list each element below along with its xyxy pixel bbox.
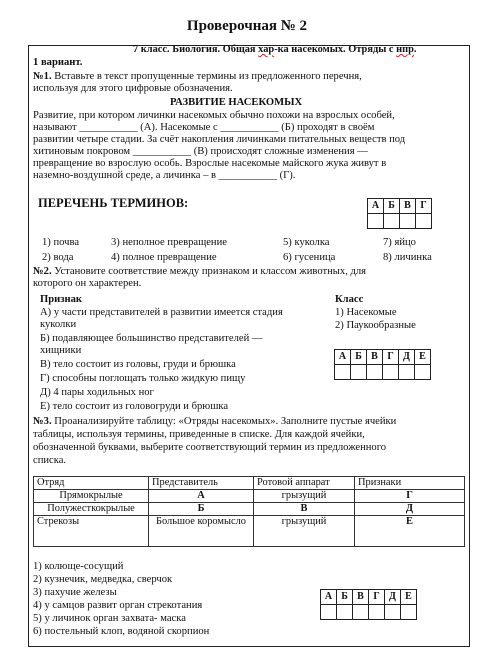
table-row (34, 490, 465, 503)
table-cell: Г (355, 490, 465, 503)
answer-cell[interactable] (383, 365, 399, 380)
answer-cell[interactable] (401, 605, 417, 620)
table-cell: В (254, 503, 355, 516)
table-cell: Прямокрылые (34, 490, 149, 503)
page-title: Проверочная № 2 (186, 18, 308, 34)
header-text-underlined: хар (258, 44, 275, 55)
task-number: №3. (33, 416, 52, 427)
task-text: Установите соответствие между признаком и классом животных, для (51, 266, 367, 277)
feature-item: А) у части представителей в развитии имеется стадия (40, 307, 283, 318)
header-text-underlined: нпр (396, 44, 414, 55)
grid-letter: А (321, 590, 337, 605)
option-item: 2) кузнечик, медведка, сверчок (33, 574, 173, 585)
answer-cell[interactable] (384, 214, 400, 229)
table-header-row (34, 477, 465, 490)
table-cell: Б (149, 503, 254, 516)
task3-text-line: обозначенной буквами, выберите соответствующий термин из предложенного (33, 442, 387, 453)
grid-letter: В (367, 350, 383, 365)
grid-letter: Б (351, 350, 367, 365)
class-item: 2) Паукообразные (335, 320, 416, 331)
answer-cell[interactable] (399, 365, 415, 380)
class-column-header: Класс (335, 294, 364, 305)
answer-cell[interactable] (369, 605, 385, 620)
grid-letter: А (368, 199, 384, 214)
option-item: 5) у личинок орган захвата- маска (33, 613, 186, 624)
grid-letter: Д (385, 590, 401, 605)
answer-cell[interactable] (400, 214, 416, 229)
term-item: 4) полное превращение (111, 252, 217, 263)
task1-instruction (33, 71, 362, 83)
task-number: №2. (33, 266, 52, 277)
feature-item: Г) способны поглощать только жидкую пищу (40, 373, 246, 384)
feature-item: Д) 4 пары ходильных ног (40, 387, 154, 398)
answer-cell[interactable] (385, 605, 401, 620)
table-cell: Большое коромысло (149, 516, 254, 547)
option-item: 1) колюще-сосущий (33, 561, 124, 572)
task1-text-line: Развитие, при котором личинки насекомых обычно похожи на взрослых особей, (33, 110, 395, 121)
answer-cell[interactable] (335, 365, 351, 380)
class-item: 1) Насекомые (335, 307, 397, 318)
table-header-cell: Отряд (34, 477, 149, 490)
table-cell: Д (355, 503, 465, 516)
feature-item: В) тело состоит из головы, груди и брюшка (40, 359, 236, 370)
term-item: 5) куколка (283, 237, 330, 248)
feature-item: Е) тело состоит из головогруди и брюшка (40, 401, 229, 412)
table-cell: А (149, 490, 254, 503)
grid-letter: Е (415, 350, 431, 365)
task2-answer-grid (334, 349, 431, 380)
table-cell: Е (355, 516, 465, 547)
answer-cell[interactable] (353, 605, 369, 620)
answer-cell[interactable] (415, 365, 431, 380)
answer-cell[interactable] (367, 365, 383, 380)
table-header-cell: Представитель (149, 477, 254, 490)
answer-cell[interactable] (416, 214, 432, 229)
table-cell: грызущий (254, 516, 355, 547)
term-item: 3) неполное превращение (111, 237, 227, 248)
header-text: -ка насекомых. Отряды с (274, 44, 397, 55)
table-row (34, 503, 465, 516)
option-item: 4) у самцов развит орган стрекотания (33, 600, 203, 611)
grid-letter: Б (384, 199, 400, 214)
table-header-cell: Признаки (355, 477, 465, 490)
grid-letter: Г (416, 199, 432, 214)
task3-answer-grid (320, 589, 417, 620)
terms-heading: ПЕРЕЧЕНЬ ТЕРМИНОВ: (38, 196, 189, 210)
term-item: 6) гусеница (283, 252, 336, 263)
option-item: 6) постельный клоп, водяной скорпион (33, 626, 210, 637)
table-cell: грызущий (254, 490, 355, 503)
task1-text-line: называют ___________ (А). Насекомые с ___________ (Б) проходят в своём (33, 122, 375, 133)
answer-cell[interactable] (321, 605, 337, 620)
header-text: . (413, 44, 417, 55)
task3-text-line: таблицы, используя термины, приведенные в списке. Для каждой ячейки, (33, 429, 365, 440)
term-item: 1) почва (42, 237, 80, 248)
feature-column-header: Признак (40, 294, 82, 305)
term-item: 7) яйцо (383, 237, 416, 248)
table-cell: Полужесткокрылые (34, 503, 149, 516)
grid-letter: Д (399, 350, 415, 365)
header-text: 7 класс. Биология. Общая (133, 44, 259, 55)
task2-instruction-line2: которого он характерен. (33, 278, 142, 289)
feature-item: куколки (40, 319, 77, 330)
task1-text-line: развитии четыре стадии. За счёт накопления личинками питательных веществ под (33, 134, 406, 145)
grid-letter: Б (337, 590, 353, 605)
task3-text-line: списка. (33, 455, 67, 466)
task1-text-line: наземно-воздушной среде, а личинка – в ___________ (Г). (33, 170, 296, 181)
table-header-cell: Ротовой аппарат (254, 477, 355, 490)
option-item: 3) пахучие железы (33, 587, 117, 598)
variant-label: 1 вариант. (33, 57, 83, 68)
task-text: Вставьте в текст пропущенные термины из предложенного перечня, (51, 71, 362, 82)
insect-orders-table (33, 476, 465, 547)
answer-cell[interactable] (337, 605, 353, 620)
term-item: 2) вода (42, 252, 74, 263)
task2-instruction (33, 266, 366, 278)
table-cell: Стрекозы (34, 516, 149, 547)
task1-text-line: превращение во взрослую особь. Взрослые насекомые майского жука живут в (33, 158, 387, 169)
feature-item: хищники (40, 345, 82, 356)
task-number: №1. (33, 71, 52, 82)
task-text: Проанализируйте таблицу: «Отряды насекомых». Заполните пустые ячейки (51, 416, 397, 427)
task1-heading: РАЗВИТИЕ НАСЕКОМЫХ (170, 97, 303, 108)
grid-letter: В (400, 199, 416, 214)
answer-cell[interactable] (368, 214, 384, 229)
grid-letter: В (353, 590, 369, 605)
task1-answer-grid (367, 198, 432, 229)
grid-letter: Е (401, 590, 417, 605)
grid-letter: Г (383, 350, 399, 365)
worksheet-header (133, 44, 417, 56)
answer-cell[interactable] (351, 365, 367, 380)
term-item: 8) личинка (383, 252, 432, 263)
task3-instruction (33, 416, 396, 428)
grid-letter: А (335, 350, 351, 365)
table-row (34, 516, 465, 547)
task1-instruction-line2: используя для этого цифровые обозначения. (33, 83, 233, 94)
task1-text-line: хитиновым покровом ___________ (В) происходят сложные изменения — (33, 146, 368, 157)
feature-item: Б) подавляющее большинство представителей — (40, 333, 263, 344)
grid-letter: Г (369, 590, 385, 605)
